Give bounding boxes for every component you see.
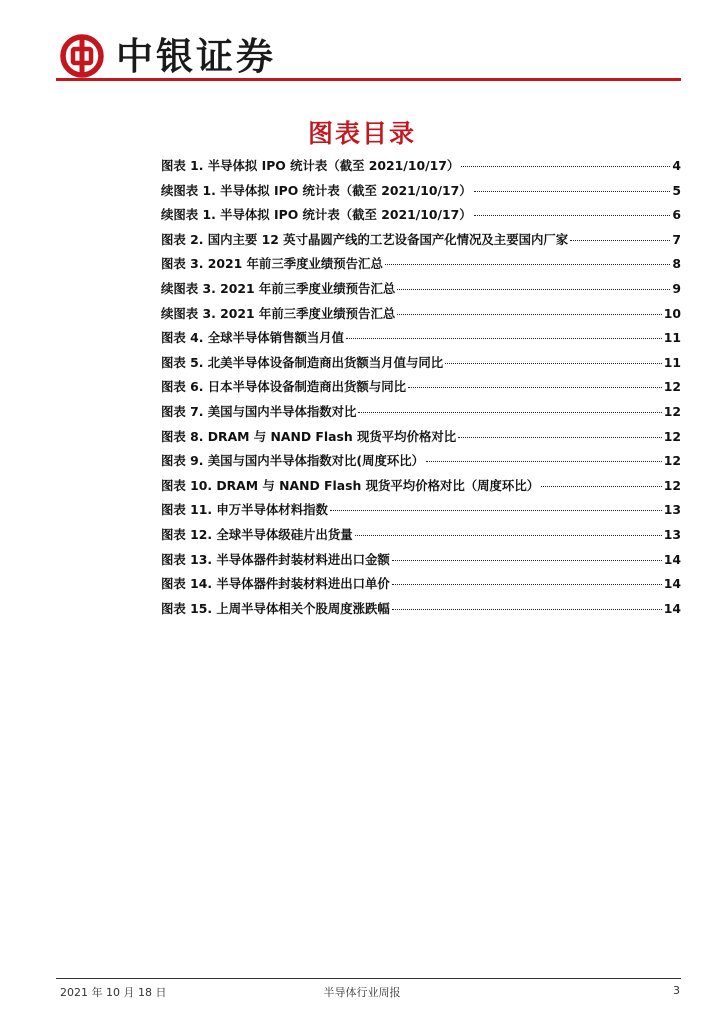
- toc-entry-page: 11: [663, 330, 681, 346]
- toc-entry-title: 图表 9. 美国与国内半导体指数对比(周度环比）: [161, 453, 425, 469]
- toc-dot-leader: [397, 288, 670, 290]
- toc-entry[interactable]: [161, 525, 681, 550]
- toc-entry[interactable]: [161, 377, 681, 402]
- toc-entry[interactable]: [161, 181, 681, 206]
- toc-dot-leader: [458, 436, 662, 438]
- toc-entry[interactable]: [161, 451, 681, 476]
- toc-entry[interactable]: [161, 254, 681, 279]
- toc-entry[interactable]: [161, 353, 681, 378]
- toc-entry[interactable]: [161, 402, 681, 427]
- toc-entry[interactable]: [161, 599, 681, 624]
- toc-entry-title: 续图表 1. 半导体拟 IPO 统计表（截至 2021/10/17）: [161, 182, 472, 198]
- toc-dot-leader: [397, 313, 662, 315]
- page-title: 图表目录: [307, 119, 416, 148]
- toc-entry-title: 图表 2. 国内主要 12 英寸晶圆产线的工艺设备国产化情况及主要国内厂家: [161, 231, 569, 247]
- toc-dot-leader: [358, 411, 661, 413]
- toc-entry[interactable]: [161, 328, 681, 353]
- toc-entry-page: 5: [672, 182, 681, 198]
- toc-entry-title: 图表 12. 全球半导体级硅片出货量: [161, 526, 353, 542]
- toc-entry-page: 9: [672, 280, 681, 296]
- toc-entry-page: 14: [663, 576, 681, 592]
- toc-entry-page: 10: [663, 305, 681, 321]
- toc-entry-page: 13: [663, 526, 681, 542]
- toc-entry-title: 续图表 1. 半导体拟 IPO 统计表（截至 2021/10/17）: [161, 207, 472, 223]
- toc-dot-leader: [474, 214, 671, 216]
- toc-entry[interactable]: [161, 500, 681, 525]
- toc-entry-page: 12: [663, 428, 681, 444]
- toc-dot-leader: [392, 608, 662, 610]
- toc-entry-title: 图表 14. 半导体器件封装材料进出口单价: [161, 576, 390, 592]
- toc-entry-page: 7: [672, 231, 681, 247]
- toc-dot-leader: [392, 559, 662, 561]
- toc-dot-leader: [570, 239, 670, 241]
- toc-entry-page: 14: [663, 551, 681, 567]
- brand-name: 中银证券: [116, 34, 276, 78]
- toc-entry-page: 12: [663, 453, 681, 469]
- page-header: [0, 0, 724, 90]
- toc-dot-leader: [355, 534, 662, 536]
- toc-entry[interactable]: [161, 156, 681, 181]
- toc-entry-page: 6: [672, 207, 681, 223]
- toc-entry-page: 11: [663, 354, 681, 370]
- toc-entry-title: 图表 5. 北美半导体设备制造商出货额当月值与同比: [161, 354, 444, 370]
- toc-dot-leader: [461, 165, 670, 167]
- toc-entry-title: 图表 11. 申万半导体材料指数: [161, 502, 328, 518]
- toc-entry[interactable]: [161, 427, 681, 452]
- toc-entry-title: 图表 10. DRAM 与 NAND Flash 现货平均价格对比（周度环比）: [161, 477, 540, 493]
- toc-entry-title: 图表 4. 全球半导体销售额当月值: [161, 330, 345, 346]
- toc-entry-page: 12: [663, 403, 681, 419]
- toc-entry[interactable]: [161, 574, 681, 599]
- toc-dot-leader: [445, 362, 662, 364]
- toc-entry[interactable]: [161, 550, 681, 575]
- toc-dot-leader: [541, 485, 662, 487]
- toc-entry[interactable]: [161, 476, 681, 501]
- toc-entry-title: 图表 3. 2021 年前三季度业绩预告汇总: [161, 256, 383, 272]
- toc-entry-title: 图表 6. 日本半导体设备制造商出货额与同比: [161, 379, 406, 395]
- footer-report-name: 半导体行业周报: [323, 986, 401, 999]
- toc-entry-title: 续图表 3. 2021 年前三季度业绩预告汇总: [161, 280, 396, 296]
- toc-dot-leader: [392, 583, 662, 585]
- header-divider: [56, 78, 681, 81]
- toc-entry-page: 8: [672, 256, 681, 272]
- toc-dot-leader: [346, 337, 662, 339]
- toc-entry-page: 13: [663, 502, 681, 518]
- toc-entry-page: 4: [672, 158, 681, 173]
- toc-dot-leader: [385, 263, 671, 265]
- toc-entry-page: 12: [663, 477, 681, 493]
- toc-entry[interactable]: [161, 279, 681, 304]
- footer-page-number: 3: [673, 984, 680, 997]
- toc-entry-title: 图表 15. 上周半导体相关个股周度涨跌幅: [161, 600, 390, 616]
- toc-entry-page: 12: [663, 379, 681, 395]
- toc-entry[interactable]: [161, 230, 681, 255]
- toc-dot-leader: [408, 386, 662, 388]
- toc-dot-leader: [426, 460, 662, 462]
- toc-entry[interactable]: [161, 205, 681, 230]
- toc-entry-title: 图表 1. 半导体拟 IPO 统计表（截至 2021/10/17）: [161, 158, 460, 173]
- bank-of-china-logo-icon: [60, 34, 104, 78]
- toc-entry-title: 图表 8. DRAM 与 NAND Flash 现货平均价格对比: [161, 428, 457, 444]
- toc-dot-leader: [474, 190, 671, 192]
- toc-entry-title: 图表 7. 美国与国内半导体指数对比: [161, 403, 357, 419]
- toc-list: [161, 156, 681, 623]
- toc-entry[interactable]: [161, 304, 681, 329]
- footer-divider: [56, 978, 681, 979]
- toc-entry-title: 图表 13. 半导体器件封装材料进出口金额: [161, 551, 390, 567]
- toc-dot-leader: [330, 509, 662, 511]
- footer-date: 2021 年 10 月 18 日: [60, 986, 167, 999]
- toc-entry-title: 续图表 3. 2021 年前三季度业绩预告汇总: [161, 305, 396, 321]
- toc-entry-page: 14: [663, 600, 681, 616]
